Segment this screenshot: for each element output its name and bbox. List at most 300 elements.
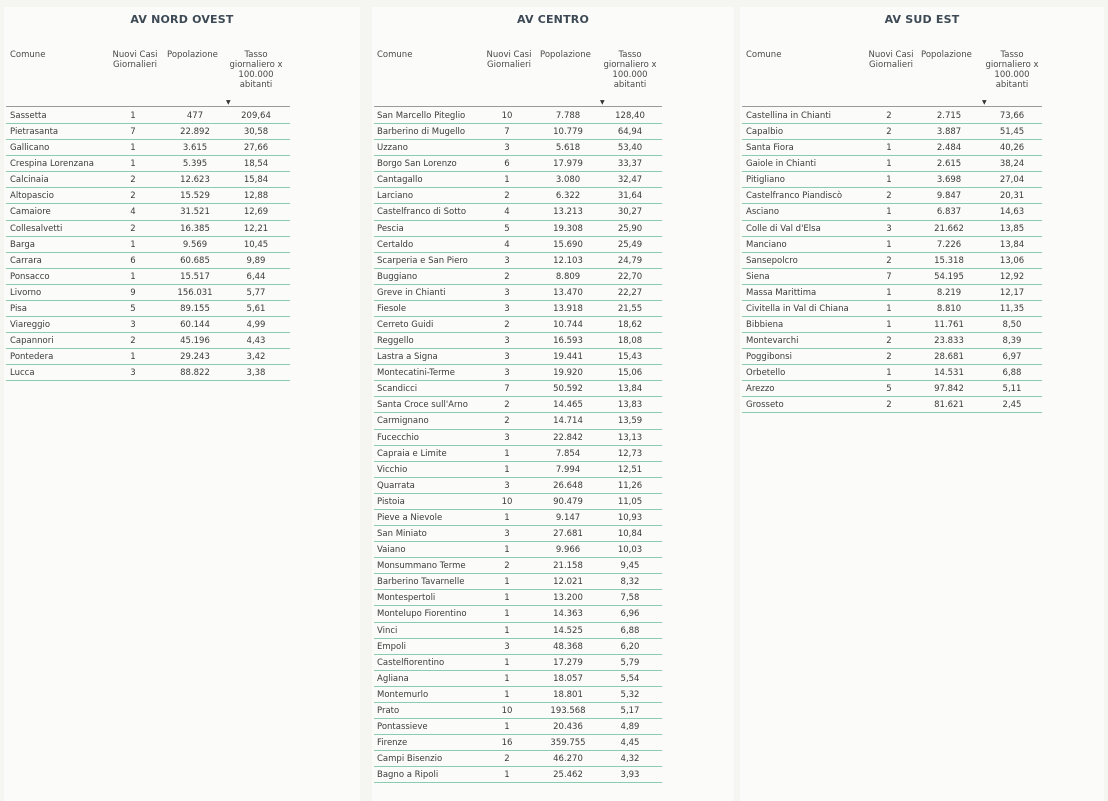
header-divider [742, 106, 1042, 107]
cell-tasso: 30,27 [617, 207, 643, 218]
cell-popolazione: 46.270 [553, 754, 583, 765]
cell-nuovi-casi: 1 [504, 175, 510, 186]
cell-nuovi-casi: 1 [504, 673, 510, 684]
panel-av-nord-ovest [4, 7, 360, 801]
cell-nuovi-casi: 2 [886, 127, 892, 138]
cell-nuovi-casi: 1 [886, 239, 892, 250]
table-header [372, 50, 734, 107]
cell-popolazione: 359.755 [550, 738, 586, 749]
table-row [4, 269, 360, 285]
cell-popolazione: 2.615 [936, 159, 962, 170]
panel-av-centro [372, 7, 734, 801]
cell-comune: Firenze [377, 738, 408, 749]
table-row [372, 333, 734, 349]
cell-nuovi-casi: 1 [886, 143, 892, 154]
cell-comune: Castelfiorentino [377, 657, 445, 668]
cell-comune: Altopascio [10, 191, 54, 202]
cell-comune: Lastra a Signa [377, 352, 438, 363]
cell-popolazione: 3.615 [182, 143, 208, 154]
cell-tasso: 6,88 [1002, 368, 1022, 379]
cell-tasso: 12,51 [617, 464, 643, 475]
cell-tasso: 9,45 [620, 561, 640, 572]
cell-popolazione: 7.226 [936, 239, 962, 250]
cell-comune: Asciano [746, 207, 780, 218]
cell-comune: Barberino di Mugello [377, 127, 466, 138]
cell-tasso: 12,92 [999, 271, 1025, 282]
cell-tasso: 13,06 [999, 255, 1025, 266]
cell-nuovi-casi: 3 [504, 255, 510, 266]
table-row [740, 349, 1104, 365]
cell-popolazione: 27.681 [553, 529, 583, 540]
cell-popolazione: 7.994 [555, 464, 581, 475]
cell-tasso: 27,04 [999, 175, 1025, 186]
cell-tasso: 4,89 [620, 721, 640, 732]
cell-popolazione: 3.080 [555, 175, 581, 186]
table-row [4, 349, 360, 365]
cell-tasso: 22,27 [617, 287, 643, 298]
cell-nuovi-casi: 1 [886, 320, 892, 331]
cell-nuovi-casi: 1 [130, 159, 136, 170]
cell-nuovi-casi: 1 [504, 689, 510, 700]
cell-comune: Larciano [377, 191, 414, 202]
cell-tasso: 12,21 [243, 223, 269, 234]
cell-tasso: 209,64 [241, 111, 271, 121]
cell-tasso: 6,96 [620, 609, 640, 620]
cell-tasso: 9,89 [246, 255, 266, 266]
cell-popolazione: 9.147 [555, 512, 581, 523]
cell-comune: Montecatini-Terme [377, 368, 455, 379]
cell-tasso: 14,63 [999, 207, 1025, 218]
table-header [4, 50, 360, 107]
cell-nuovi-casi: 4 [130, 207, 136, 218]
table-row [372, 687, 734, 703]
column-header-comune: Comune [746, 50, 782, 60]
cell-tasso: 4,45 [620, 738, 640, 749]
table-row [372, 108, 734, 124]
table-row [372, 719, 734, 735]
table-row [4, 108, 360, 124]
cell-nuovi-casi: 10 [501, 705, 513, 716]
cell-nuovi-casi: 1 [504, 577, 510, 588]
cell-tasso: 3,93 [620, 770, 640, 781]
cell-comune: Grosseto [746, 400, 784, 411]
table-row [372, 365, 734, 381]
cell-tasso: 20,31 [999, 191, 1025, 202]
cell-tasso: 51,45 [999, 127, 1025, 138]
cell-comune: Livorno [10, 287, 42, 298]
cell-popolazione: 8.219 [936, 287, 962, 298]
table-row [740, 156, 1104, 172]
cell-nuovi-casi: 1 [130, 352, 136, 363]
cell-tasso: 13,84 [617, 384, 643, 395]
table-row [372, 430, 734, 446]
cell-nuovi-casi: 7 [504, 384, 510, 395]
cell-nuovi-casi: 1 [886, 175, 892, 186]
cell-tasso: 10,03 [617, 545, 643, 556]
table-row [4, 172, 360, 188]
table-row [372, 269, 734, 285]
cell-popolazione: 193.568 [550, 705, 586, 716]
cell-nuovi-casi: 9 [130, 287, 136, 298]
table-row [4, 204, 360, 220]
cell-tasso: 3,42 [246, 352, 266, 363]
cell-tasso: 3,38 [246, 368, 266, 379]
table-row [372, 590, 734, 606]
cell-comune: Campi Bisenzio [377, 754, 443, 765]
cell-comune: Santa Fiora [746, 143, 794, 154]
cell-popolazione: 20.436 [553, 721, 583, 732]
cell-comune: Monsummano Terme [377, 561, 466, 572]
table-row [372, 558, 734, 574]
table-row [740, 301, 1104, 317]
cell-popolazione: 19.920 [553, 368, 583, 379]
table-row [372, 735, 734, 751]
table-row [740, 397, 1104, 413]
cell-popolazione: 7.788 [555, 111, 581, 121]
cell-tasso: 12,17 [999, 287, 1025, 298]
cell-popolazione: 60.144 [180, 320, 210, 331]
cell-tasso: 2,45 [1002, 400, 1022, 411]
cell-comune: Pontedera [10, 352, 54, 363]
cell-comune: Camaiore [10, 207, 51, 218]
cell-nuovi-casi: 1 [504, 609, 510, 620]
table-row [740, 333, 1104, 349]
cell-comune: Agliana [377, 673, 409, 684]
cell-nuovi-casi: 6 [130, 255, 136, 266]
cell-nuovi-casi: 1 [130, 143, 136, 154]
table-row [4, 317, 360, 333]
cell-tasso: 5,17 [620, 705, 640, 716]
cell-nuovi-casi: 2 [130, 175, 136, 186]
cell-tasso: 5,61 [246, 303, 266, 314]
cell-popolazione: 12.103 [553, 255, 583, 266]
cell-popolazione: 2.715 [936, 111, 962, 121]
cell-nuovi-casi: 3 [504, 432, 510, 443]
cell-tasso: 22,70 [617, 271, 643, 282]
cell-popolazione: 9.569 [182, 239, 208, 250]
cell-comune: Montemurlo [377, 689, 429, 700]
cell-tasso: 8,39 [1002, 336, 1022, 347]
cell-nuovi-casi: 1 [504, 448, 510, 459]
cell-tasso: 5,54 [620, 673, 640, 684]
cell-nuovi-casi: 2 [886, 191, 892, 202]
cell-tasso: 73,66 [999, 111, 1025, 121]
cell-nuovi-casi: 2 [130, 191, 136, 202]
table-row [372, 349, 734, 365]
table-row [372, 703, 734, 719]
cell-comune: Carrara [10, 255, 42, 266]
sort-descending-icon[interactable]: ▼ [600, 99, 605, 106]
cell-popolazione: 22.892 [180, 127, 210, 138]
header-divider [374, 106, 662, 107]
table-row [4, 221, 360, 237]
cell-tasso: 4,43 [246, 336, 266, 347]
cell-tasso: 53,40 [617, 143, 643, 154]
cell-tasso: 27,66 [243, 143, 269, 154]
cell-popolazione: 8.809 [555, 271, 581, 282]
table-row [372, 140, 734, 156]
cell-comune: Massa Marittima [746, 287, 817, 298]
cell-comune: Scandicci [377, 384, 418, 395]
cell-tasso: 4,32 [620, 754, 640, 765]
cell-popolazione: 48.368 [553, 641, 583, 652]
cell-nuovi-casi: 1 [130, 271, 136, 282]
table-row [372, 397, 734, 413]
table-row [372, 623, 734, 639]
cell-nuovi-casi: 2 [504, 561, 510, 572]
cell-nuovi-casi: 16 [501, 738, 513, 749]
column-header-comune: Comune [377, 50, 413, 60]
cell-popolazione: 14.714 [553, 416, 583, 427]
cell-comune: Empoli [377, 641, 406, 652]
table-row [4, 301, 360, 317]
cell-comune: Montelupo Fiorentino [377, 609, 467, 620]
cell-comune: Greve in Chianti [377, 287, 446, 298]
table-row [372, 204, 734, 220]
cell-tasso: 11,35 [999, 303, 1025, 314]
table-row [4, 156, 360, 172]
cell-comune: Capannori [10, 336, 54, 347]
cell-popolazione: 9.847 [936, 191, 962, 202]
table-row [372, 446, 734, 462]
cell-nuovi-casi: 3 [504, 352, 510, 363]
cell-comune: Barga [10, 239, 35, 250]
cell-nuovi-casi: 10 [501, 111, 513, 121]
sort-descending-icon[interactable]: ▼ [982, 99, 987, 106]
cell-popolazione: 88.822 [180, 368, 210, 379]
cell-nuovi-casi: 2 [130, 336, 136, 347]
table-row [740, 188, 1104, 204]
cell-tasso: 15,84 [243, 175, 269, 186]
cell-comune: Viareggio [10, 320, 51, 331]
cell-tasso: 25,49 [617, 239, 643, 250]
cell-nuovi-casi: 1 [504, 721, 510, 732]
cell-nuovi-casi: 2 [504, 191, 510, 202]
cell-comune: Lucca [10, 368, 35, 379]
cell-popolazione: 3.887 [936, 127, 962, 138]
table-row [372, 526, 734, 542]
cell-popolazione: 18.057 [553, 673, 583, 684]
table-body [372, 108, 734, 783]
cell-comune: Certaldo [377, 239, 414, 250]
cell-tasso: 38,24 [999, 159, 1025, 170]
cell-comune: Pontassieve [377, 721, 428, 732]
cell-nuovi-casi: 2 [504, 320, 510, 331]
cell-nuovi-casi: 1 [504, 464, 510, 475]
cell-tasso: 12,88 [243, 191, 269, 202]
cell-popolazione: 14.465 [553, 400, 583, 411]
cell-tasso: 30,58 [243, 127, 269, 138]
cell-nuovi-casi: 2 [886, 400, 892, 411]
cell-tasso: 18,08 [617, 336, 643, 347]
cell-popolazione: 14.531 [934, 368, 964, 379]
cell-popolazione: 5.618 [555, 143, 581, 154]
cell-nuovi-casi: 3 [504, 287, 510, 298]
column-header-nuovi-casi: Nuovi Casi Giornalieri [112, 50, 158, 70]
cell-comune: Calcinaia [10, 175, 49, 186]
cell-tasso: 31,64 [617, 191, 643, 202]
cell-nuovi-casi: 2 [504, 400, 510, 411]
cell-tasso: 6,88 [620, 625, 640, 636]
cell-tasso: 13,83 [617, 400, 643, 411]
cell-tasso: 12,69 [243, 207, 269, 218]
table-row [372, 237, 734, 253]
cell-nuovi-casi: 1 [504, 770, 510, 781]
table-row [740, 237, 1104, 253]
cell-tasso: 33,37 [617, 159, 643, 170]
cell-tasso: 6,44 [246, 271, 266, 282]
cell-popolazione: 15.318 [934, 255, 964, 266]
cell-nuovi-casi: 2 [130, 223, 136, 234]
cell-comune: Civitella in Val di Chiana [746, 303, 849, 314]
cell-nuovi-casi: 3 [504, 480, 510, 491]
cell-popolazione: 81.621 [934, 400, 964, 411]
cell-popolazione: 19.441 [553, 352, 583, 363]
table-row [740, 365, 1104, 381]
cell-nuovi-casi: 7 [886, 271, 892, 282]
cell-comune: Ponsacco [10, 271, 50, 282]
table-row [372, 606, 734, 622]
cell-comune: Castelfranco Piandiscò [746, 191, 843, 202]
cell-nuovi-casi: 7 [504, 127, 510, 138]
cell-nuovi-casi: 2 [886, 352, 892, 363]
cell-comune: Pietrasanta [10, 127, 59, 138]
cell-popolazione: 7.854 [555, 448, 581, 459]
table-row [372, 478, 734, 494]
cell-nuovi-casi: 1 [504, 657, 510, 668]
cell-nuovi-casi: 4 [504, 239, 510, 250]
cell-comune: Santa Croce sull'Arno [377, 400, 468, 411]
table-row [740, 172, 1104, 188]
cell-comune: Manciano [746, 239, 787, 250]
cell-popolazione: 21.662 [934, 223, 964, 234]
cell-comune: Pieve a Nievole [377, 512, 443, 523]
cell-comune: Montevarchi [746, 336, 799, 347]
cell-popolazione: 15.690 [553, 239, 583, 250]
table-row [372, 188, 734, 204]
cell-popolazione: 10.779 [553, 127, 583, 138]
column-header-nuovi-casi: Nuovi Casi Giornalieri [486, 50, 532, 70]
cell-tasso: 25,90 [617, 223, 643, 234]
cell-popolazione: 6.322 [555, 191, 581, 202]
cell-popolazione: 18.801 [553, 689, 583, 700]
cell-comune: Fiesole [377, 303, 407, 314]
cell-comune: Castellina in Chianti [746, 111, 831, 121]
cell-tasso: 13,85 [999, 223, 1025, 234]
cell-tasso: 10,45 [243, 239, 269, 250]
cell-tasso: 6,97 [1002, 352, 1022, 363]
cell-tasso: 24,79 [617, 255, 643, 266]
cell-nuovi-casi: 3 [886, 223, 892, 234]
cell-comune: San Marcello Piteglio [377, 111, 466, 121]
cell-nuovi-casi: 3 [504, 641, 510, 652]
cell-nuovi-casi: 1 [504, 512, 510, 523]
cell-tasso: 8,50 [1002, 320, 1022, 331]
row-divider [742, 412, 1042, 413]
cell-nuovi-casi: 1 [886, 368, 892, 379]
table-row [372, 574, 734, 590]
cell-popolazione: 14.363 [553, 609, 583, 620]
cell-popolazione: 17.279 [553, 657, 583, 668]
cell-nuovi-casi: 5 [504, 223, 510, 234]
cell-popolazione: 21.158 [553, 561, 583, 572]
cell-comune: Gallicano [10, 143, 50, 154]
cell-nuovi-casi: 1 [504, 625, 510, 636]
table-row [740, 285, 1104, 301]
cell-comune: Collesalvetti [10, 223, 63, 234]
table-row [372, 751, 734, 767]
panel-title: AV SUD EST [884, 13, 960, 26]
cell-tasso: 11,26 [617, 480, 643, 491]
cell-tasso: 5,32 [620, 689, 640, 700]
cell-tasso: 10,93 [617, 512, 643, 523]
column-header-tasso: Tasso giornaliero x 100.000 abitanti [229, 50, 283, 90]
cell-tasso: 13,59 [617, 416, 643, 427]
table-row [372, 172, 734, 188]
table-row [740, 253, 1104, 269]
table-row [4, 365, 360, 381]
cell-popolazione: 31.521 [180, 207, 210, 218]
cell-popolazione: 156.031 [177, 287, 213, 298]
table-row [4, 124, 360, 140]
table-row [372, 253, 734, 269]
table-row [740, 221, 1104, 237]
cell-popolazione: 13.200 [553, 593, 583, 604]
cell-comune: Pisa [10, 303, 27, 314]
cell-nuovi-casi: 3 [504, 529, 510, 540]
cell-tasso: 18,54 [243, 159, 269, 170]
cell-nuovi-casi: 1 [886, 207, 892, 218]
cell-popolazione: 14.525 [553, 625, 583, 636]
panel-title: AV CENTRO [516, 13, 590, 26]
cell-popolazione: 45.196 [180, 336, 210, 347]
panel-title: AV NORD OVEST [130, 13, 234, 26]
cell-comune: Siena [746, 271, 770, 282]
cell-tasso: 64,94 [617, 127, 643, 138]
cell-popolazione: 11.761 [934, 320, 964, 331]
cell-comune: Gaiole in Chianti [746, 159, 817, 170]
column-header-tasso: Tasso giornaliero x 100.000 abitanti [985, 50, 1039, 90]
table-row [372, 494, 734, 510]
cell-tasso: 18,62 [617, 320, 643, 331]
table-row [740, 269, 1104, 285]
cell-popolazione: 9.966 [555, 545, 581, 556]
cell-popolazione: 15.529 [180, 191, 210, 202]
cell-comune: Montespertoli [377, 593, 436, 604]
table-row [372, 671, 734, 687]
table-row [372, 655, 734, 671]
cell-comune: Reggello [377, 336, 414, 347]
table-row [4, 237, 360, 253]
cell-comune: Bagno a Ripoli [377, 770, 439, 781]
cell-tasso: 5,79 [620, 657, 640, 668]
cell-nuovi-casi: 3 [130, 320, 136, 331]
cell-tasso: 13,13 [617, 432, 643, 443]
cell-popolazione: 97.842 [934, 384, 964, 395]
cell-popolazione: 60.685 [180, 255, 210, 266]
cell-comune: Capalbio [746, 127, 784, 138]
table-row [372, 510, 734, 526]
table-row [372, 301, 734, 317]
column-header-tasso: Tasso giornaliero x 100.000 abitanti [603, 50, 657, 90]
cell-comune: Colle di Val d'Elsa [746, 223, 821, 234]
sort-descending-icon[interactable]: ▼ [226, 99, 231, 106]
table-row [372, 767, 734, 783]
cell-nuovi-casi: 1 [886, 303, 892, 314]
column-header-nuovi-casi: Nuovi Casi Giornalieri [868, 50, 914, 70]
cell-comune: Sansepolcro [746, 255, 798, 266]
cell-tasso: 6,20 [620, 641, 640, 652]
